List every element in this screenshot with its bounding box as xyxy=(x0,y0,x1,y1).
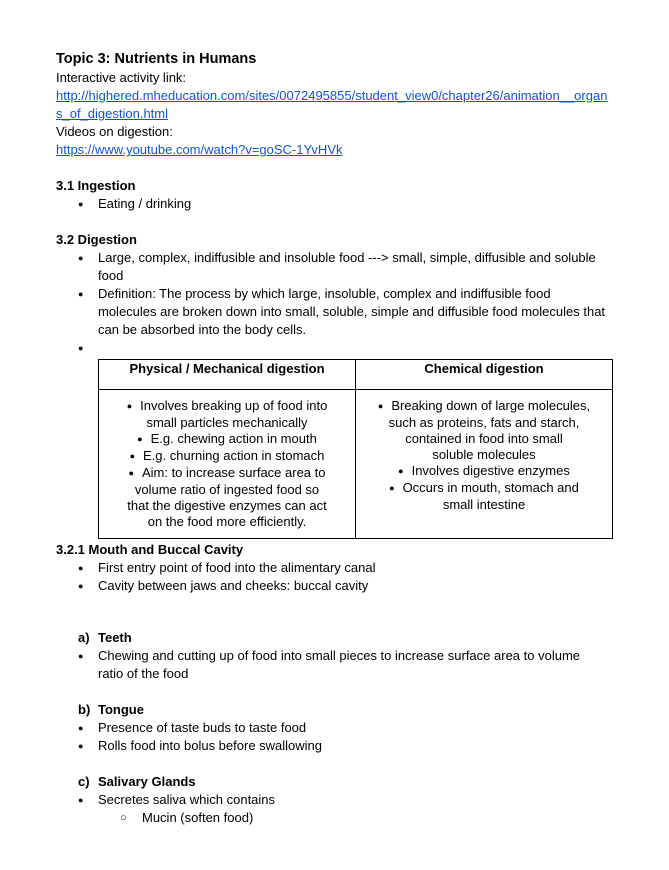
table-header-chemical: Chemical digestion xyxy=(356,360,613,390)
chemical-cell xyxy=(356,390,613,539)
ingestion-heading: 3.1 Ingestion xyxy=(56,178,136,193)
videos-link[interactable]: https://www.youtube.com/watch?v=goSC-1YvHVk xyxy=(56,142,343,157)
list-item: ● Cavity between jaws and cheeks: buccal cavity xyxy=(56,577,616,595)
salivary-sublist xyxy=(56,809,616,827)
cell-item: ● E.g. chewing action in mouth xyxy=(137,431,317,446)
salivary-heading: c) Salivary Glands xyxy=(78,774,196,789)
digestion-heading: 3.2 Digestion xyxy=(56,232,137,247)
cell-item: ● Aim: to increase surface area to volume ratio of ingested food so that the digestive enzymes can act on the food more efficiently. xyxy=(127,465,327,529)
list-item: ● Large, complex, indiffusible and insoluble food ---> small, simple, diffusible and soluble food xyxy=(56,249,616,285)
sub-list-item: ○ Mucin (soften food) xyxy=(56,809,616,827)
digestion-table xyxy=(98,359,613,539)
interactive-link-line2[interactable]: s_of_digestion.html xyxy=(56,106,169,121)
cell-item: ● Involves digestive enzymes xyxy=(398,463,570,478)
document-page xyxy=(56,50,616,827)
interactive-link-line1[interactable]: http://highered.mheducation.com/sites/0072495855/student_view0/chapter26/animation__organ xyxy=(56,88,608,103)
interactive-label: Interactive activity link: xyxy=(56,70,187,85)
teeth-list xyxy=(56,647,616,683)
cell-item: ● E.g. churning action in stomach xyxy=(129,448,325,463)
teeth-heading: a) Teeth xyxy=(78,630,132,645)
list-item: ● Presence of taste buds to taste food xyxy=(56,719,616,737)
salivary-list xyxy=(56,791,616,809)
cell-item: ● Occurs in mouth, stomach and small intestine xyxy=(389,480,579,512)
list-item: ● Secretes saliva which contains xyxy=(56,791,616,809)
list-item: ● Eating / drinking xyxy=(56,195,616,213)
tongue-list xyxy=(56,719,616,755)
physical-cell xyxy=(99,390,356,539)
list-item: ● Chewing and cutting up of food into small pieces to increase surface area to volume ratio of the food xyxy=(56,647,616,683)
list-item: ● Definition: The process by which large, insoluble, complex and indiffusible food molecules are broken down into small, soluble, simple and diffusible food molecules that can be absorbed into the body cells. xyxy=(56,285,616,339)
list-item-empty xyxy=(56,339,616,357)
list-item: ● Rolls food into bolus before swallowing xyxy=(56,737,616,755)
page-title: Topic 3: Nutrients in Humans xyxy=(56,51,257,67)
cell-item: ● Involves breaking up of food into small particles mechanically xyxy=(126,398,328,430)
digestion-list xyxy=(56,249,616,357)
tongue-heading: b) Tongue xyxy=(78,702,144,717)
videos-label: Videos on digestion: xyxy=(56,124,173,139)
ingestion-list xyxy=(56,195,616,213)
mouth-list xyxy=(56,559,616,595)
table-header-physical: Physical / Mechanical digestion xyxy=(99,360,356,390)
list-item: ● First entry point of food into the alimentary canal xyxy=(56,559,616,577)
cell-item: ● Breaking down of large molecules, such as proteins, fats and starch, contained in food into small soluble molecules xyxy=(377,398,591,462)
mouth-heading: 3.2.1 Mouth and Buccal Cavity xyxy=(56,542,244,557)
